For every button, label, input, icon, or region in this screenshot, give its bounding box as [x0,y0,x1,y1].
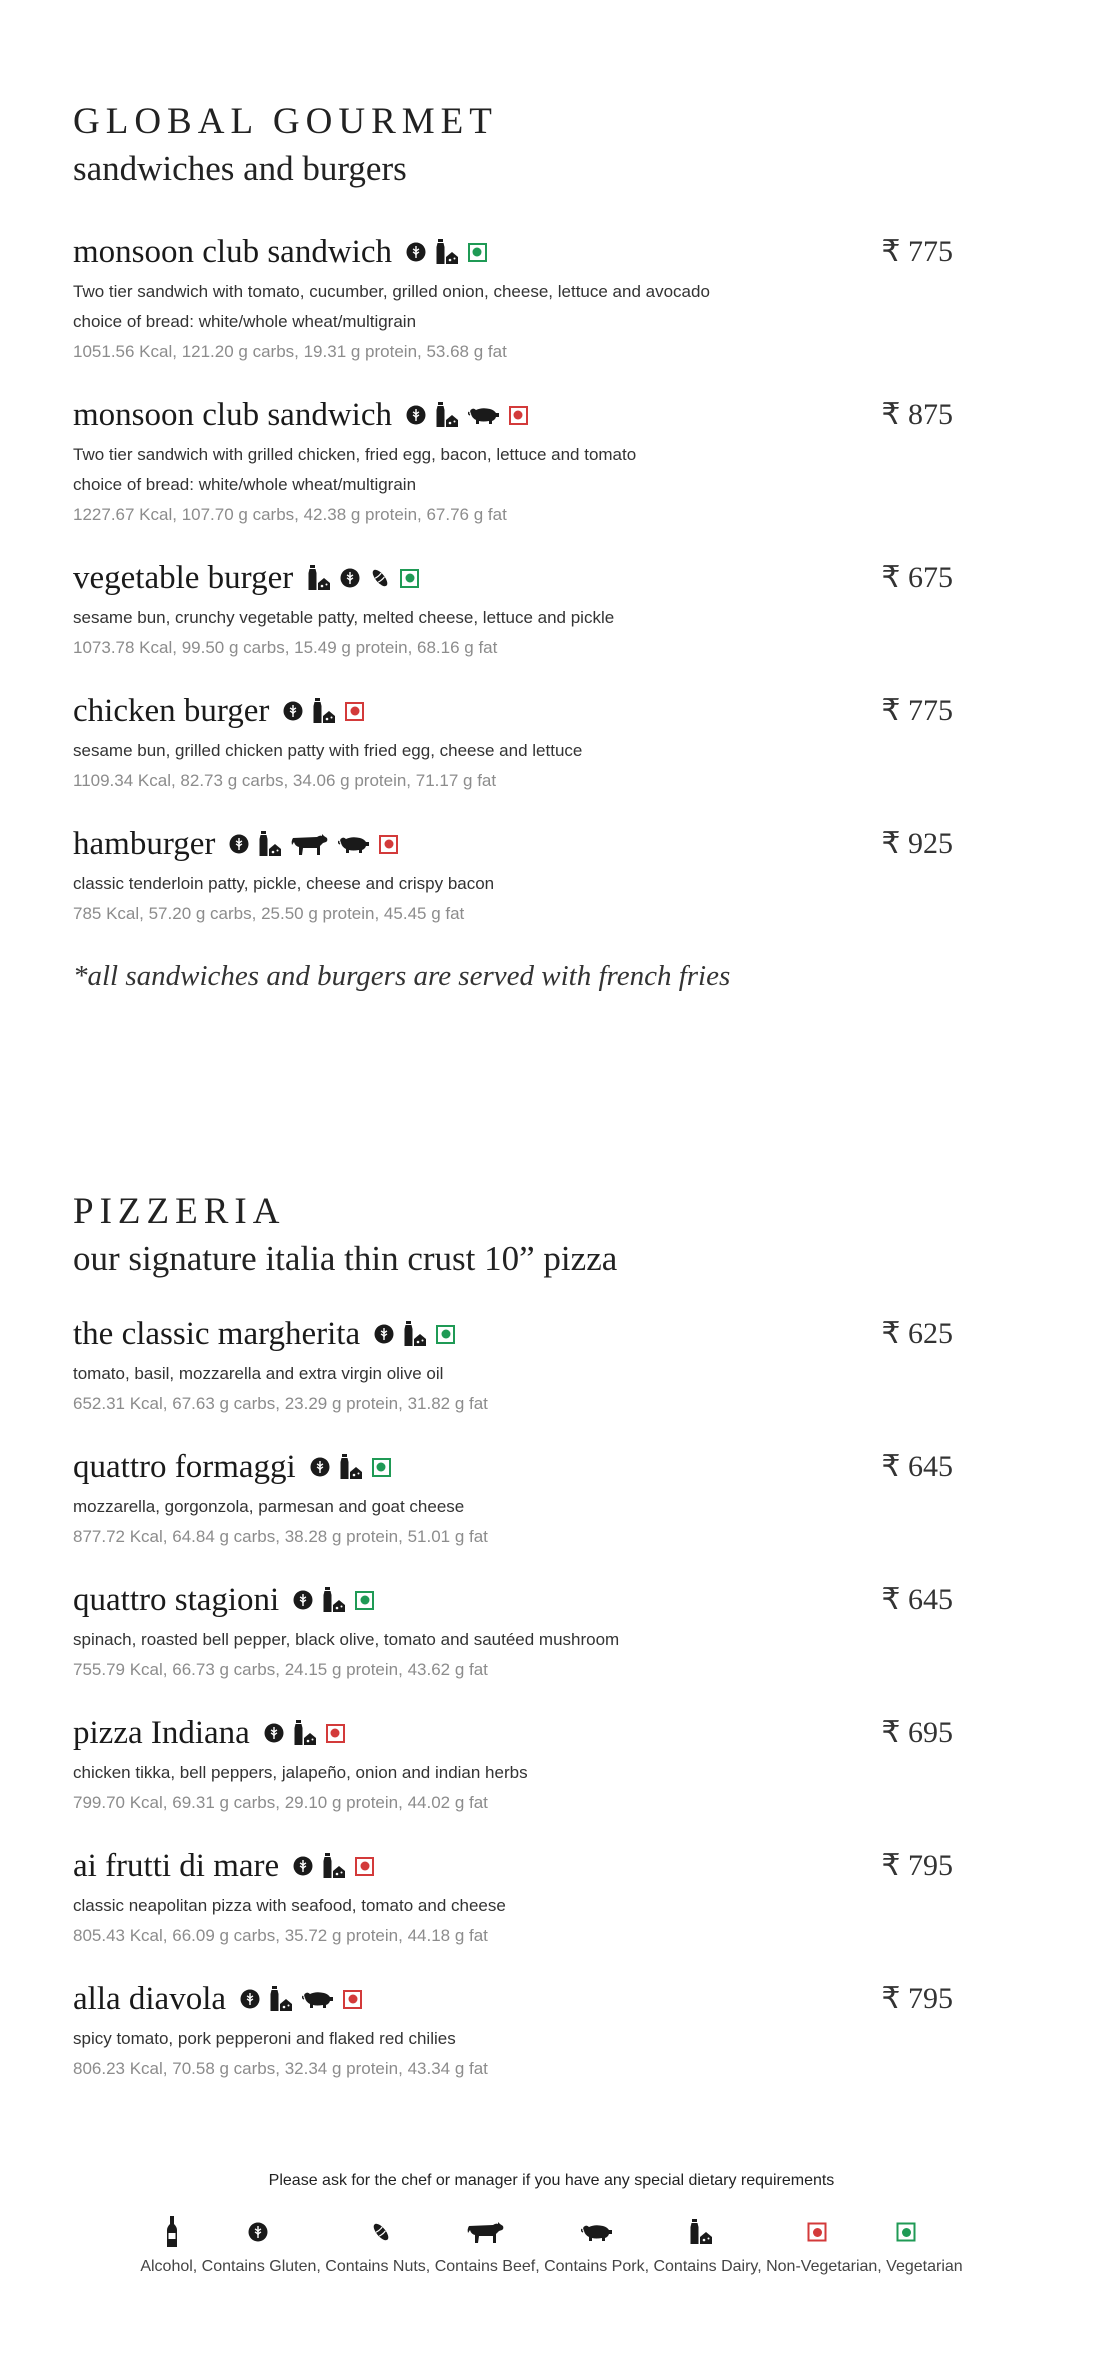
item-nutrition: 799.70 Kcal, 69.31 g carbs, 29.10 g protein, 44.02 g fat [73,1793,488,1812]
gluten-icon [406,405,426,425]
item-name: monsoon club sandwich [73,233,392,270]
section-header-global-gourmet [73,100,953,189]
dairy-icon [689,2219,713,2245]
item-nutrition: 1051.56 Kcal, 121.20 g carbs, 19.31 g protein, 53.68 g fat [73,342,507,361]
gluten-icon [293,1856,313,1876]
section-header-pizzeria [73,1190,953,1279]
gluten-icon [293,1590,313,1610]
item-price: ₹ 795 [881,1982,953,2015]
gluten-icon [283,701,303,721]
dairy-icon [269,1986,293,2012]
dairy-icon [312,698,336,724]
item-description: classic tenderloin patty, pickle, cheese and crispy bacon [73,874,495,893]
dairy-icon [307,565,331,591]
menu-item [73,1844,953,1951]
item-name: vegetable burger [73,559,294,596]
item-nutrition: 1109.34 Kcal, 82.73 g carbs, 34.06 g protein, 71.17 g fat [73,771,497,790]
item-description: mozzarella, gorgonzola, parmesan and goat cheese [73,1497,465,1516]
menu-item [73,689,953,796]
pork-icon [581,2222,613,2242]
gluten-icon [406,242,426,262]
section-note: *all sandwiches and burgers are served with french fries [73,960,731,992]
section-subtitle: our signature italia thin crust 10” pizza [73,1239,618,1278]
veg-icon [436,1325,455,1344]
nuts-icon [369,567,391,589]
item-name: ai frutti di mare [73,1847,280,1884]
dairy-icon [435,402,459,428]
veg-icon [355,1591,374,1610]
section-title: PIZZERIA [73,1191,286,1232]
menu-item [73,556,953,663]
item-name: pizza Indiana [73,1714,250,1751]
item-name: chicken burger [73,692,270,729]
item-price: ₹ 925 [881,827,953,860]
item-nutrition: 1227.67 Kcal, 107.70 g carbs, 42.38 g protein, 67.76 g fat [73,505,507,524]
item-description: tomato, basil, mozzarella and extra virgin olive oil [73,1364,444,1383]
item-name: hamburger [73,825,216,862]
item-name: quattro formaggi [73,1448,296,1485]
menu-item [73,1578,953,1685]
gluten-icon [264,1723,284,1743]
item-description: sesame bun, grilled chicken patty with fried egg, cheese and lettuce [73,741,583,760]
item-description: spicy tomato, pork pepperoni and flaked red chilies [73,2029,456,2048]
menu-item [73,230,953,367]
allergen-icons [229,831,398,857]
beef-icon [291,832,329,856]
allergen-icons [374,1321,455,1347]
item-nutrition: 755.79 Kcal, 66.73 g carbs, 24.15 g protein, 43.62 g fat [73,1660,488,1679]
allergen-icons [307,565,419,591]
gluten-icon [340,568,360,588]
gluten-icon [374,1324,394,1344]
nonveg-icon [345,702,364,721]
menu-item [73,822,953,929]
nonveg-icon [343,1990,362,2009]
dairy-icon [322,1587,346,1613]
item-price: ₹ 775 [881,235,953,268]
section-subtitle: sandwiches and burgers [73,149,407,188]
item-price: ₹ 775 [881,694,953,727]
item-nutrition: 805.43 Kcal, 66.09 g carbs, 35.72 g protein, 44.18 g fat [73,1926,488,1945]
item-description: chicken tikka, bell peppers, jalapeño, onion and indian herbs [73,1763,528,1782]
item-name: quattro stagioni [73,1581,280,1618]
pork-icon [302,1989,334,2009]
item-description: classic neapolitan pizza with seafood, tomato and cheese [73,1896,506,1915]
item-price: ₹ 625 [881,1317,953,1350]
nuts-icon [370,2221,392,2243]
item-description: choice of bread: white/whole wheat/multigrain [73,475,417,494]
item-description: Two tier sandwich with grilled chicken, fried egg, bacon, lettuce and tomato [73,445,637,464]
allergen-icons [406,239,487,265]
item-nutrition: 652.31 Kcal, 67.63 g carbs, 23.29 g protein, 31.82 g fat [73,1394,488,1413]
allergen-icons [264,1720,345,1746]
gluten-icon [248,2222,268,2242]
dairy-icon [435,239,459,265]
item-nutrition: 785 Kcal, 57.20 g carbs, 25.50 g protein, 45.45 g fat [73,904,465,923]
item-name: alla diavola [73,1980,227,2017]
pork-icon [468,405,500,425]
item-price: ₹ 795 [881,1849,953,1882]
item-description: Two tier sandwich with tomato, cucumber, grilled onion, cheese, lettuce and avocado [73,282,710,301]
veg-icon [400,569,419,588]
veg-icon [372,1458,391,1477]
menu-item [73,1445,953,1552]
veg-icon [897,2223,916,2242]
menu-item [73,1312,953,1419]
item-price: ₹ 645 [881,1450,953,1483]
menu-item [73,393,953,530]
allergen-icons [293,1587,374,1613]
item-price: ₹ 675 [881,561,953,594]
dairy-icon [293,1720,317,1746]
gluten-icon [310,1457,330,1477]
item-nutrition: 1073.78 Kcal, 99.50 g carbs, 15.49 g protein, 68.16 g fat [73,638,498,657]
gluten-icon [229,834,249,854]
dairy-icon [322,1853,346,1879]
item-price: ₹ 875 [881,398,953,431]
allergen-icons [310,1454,391,1480]
dairy-icon [258,831,282,857]
beef-icon [467,2220,505,2244]
dairy-icon [403,1321,427,1347]
nonveg-icon [355,1857,374,1876]
item-nutrition: 877.72 Kcal, 64.84 g carbs, 38.28 g protein, 51.01 g fat [73,1527,488,1546]
alcohol-icon [166,2216,178,2248]
nonveg-icon [326,1724,345,1743]
allergen-icons [283,698,364,724]
dairy-icon [339,1454,363,1480]
dietary-note: Please ask for the chef or manager if you have any special dietary requirements [268,2172,835,2189]
item-description: sesame bun, crunchy vegetable patty, melted cheese, lettuce and pickle [73,608,615,627]
menu-item [73,1711,953,1818]
item-description: choice of bread: white/whole wheat/multigrain [73,312,417,331]
gluten-icon [240,1989,260,2009]
legend-text: Alcohol, Contains Gluten, Contains Nuts, Contains Beef, Contains Pork, Contains Dairy, Non-Vegetarian, Vegetarian [140,2258,963,2275]
allergen-icons [293,1853,374,1879]
veg-icon [468,243,487,262]
allergen-icons [406,402,528,428]
nonveg-icon [379,835,398,854]
item-price: ₹ 695 [881,1716,953,1749]
nonveg-icon [808,2223,827,2242]
item-name: monsoon club sandwich [73,396,392,433]
item-name: the classic margherita [73,1315,361,1352]
nonveg-icon [509,406,528,425]
section-title: GLOBAL GOURMET [73,101,498,142]
item-nutrition: 806.23 Kcal, 70.58 g carbs, 32.34 g protein, 43.34 g fat [73,2059,488,2078]
allergen-icons [240,1986,362,2012]
menu-item [73,1977,953,2084]
legend-icons [0,2212,1103,2252]
item-description: spinach, roasted bell pepper, black olive, tomato and sautéed mushroom [73,1630,620,1649]
pork-icon [338,834,370,854]
item-price: ₹ 645 [881,1583,953,1616]
